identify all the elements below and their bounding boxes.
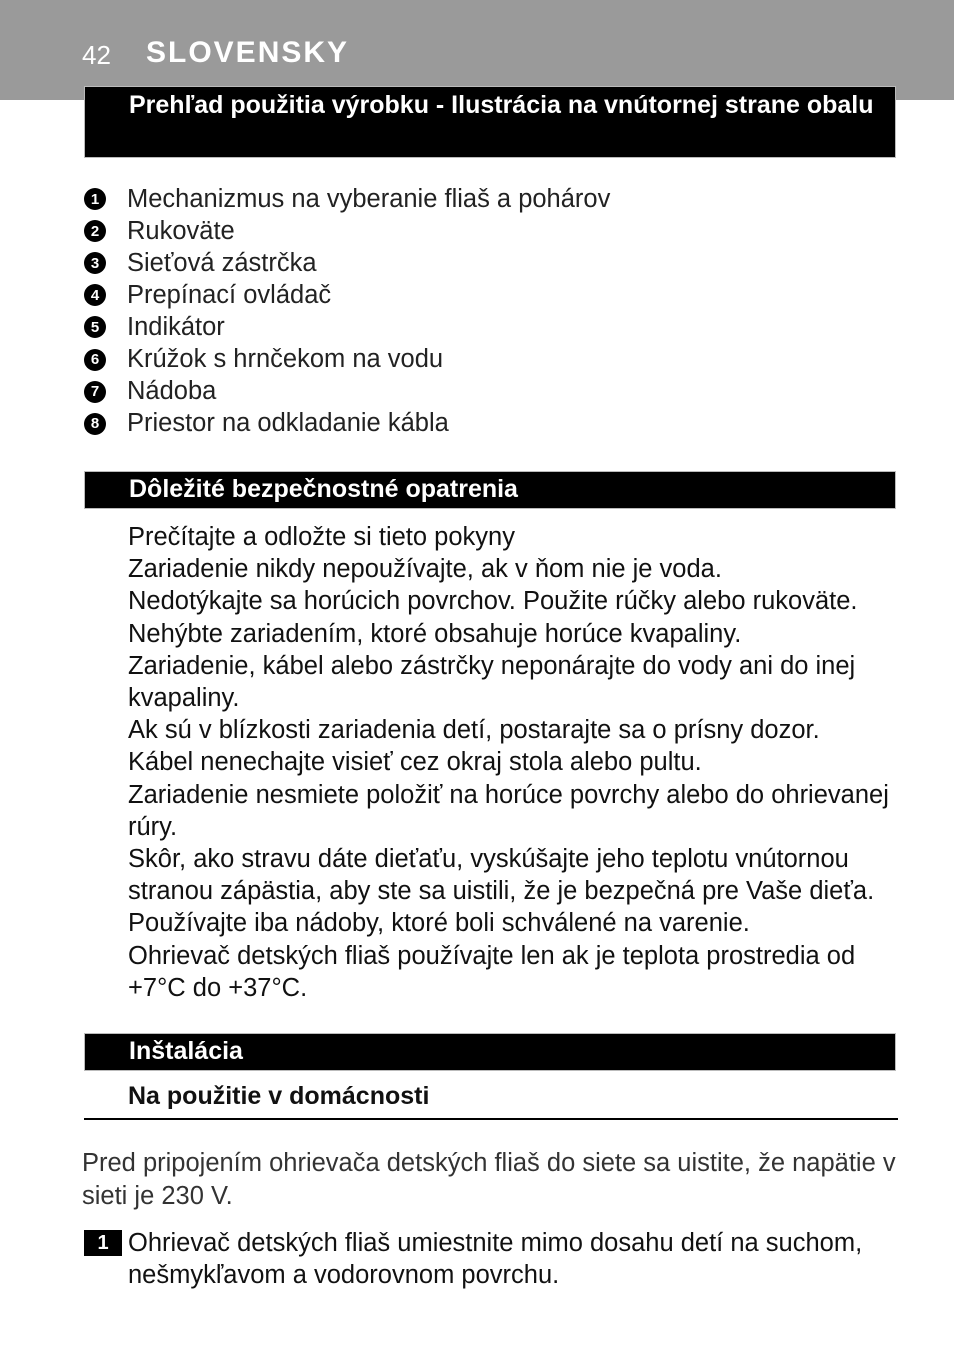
safety-item: Ohrievač detských fliaš používajte len ak je teplota prostredia od +7°C do +37°C. [128,941,856,1002]
safety-item: Používajte iba nádoby, ktoré boli schválené na varenie. [128,909,750,938]
step-number-badge: 1 [84,1230,122,1256]
list-item [84,215,884,247]
part-label: Sieťová zástrčka [127,248,317,277]
safety-item: Nehýbte zariadením, ktoré obsahuje horúce kvapaliny. [128,619,742,648]
number-badge: 2 [84,220,106,242]
safety-item: Zariadenie nesmiete položiť na horúce povrchy alebo do ohrievanej rúry. [128,780,889,841]
safety-item: Zariadenie, kábel alebo zástrčky neponárajte do vody ani do inej kvapaliny. [128,651,856,713]
safety-item: Zariadenie nikdy nepoužívajte, ak v ňom nie je voda. [128,555,722,584]
part-label: Mechanizmus na vyberanie fliaš a pohárov [127,184,611,213]
section-heading-safety: Dôležité bezpečnostné opatrenia [84,471,896,509]
header-band [0,0,954,100]
list-item [84,311,884,343]
list-item [84,279,884,311]
number-badge: 8 [84,413,106,435]
divider [84,1118,898,1120]
part-label: Krúžok s hrnčekom na vodu [127,345,444,374]
list-item [84,343,884,375]
part-label: Prepínací ovládač [127,280,332,309]
safety-item: Nedotýkajte sa horúcich povrchov. Použite rúčky alebo rukoväte. [128,587,858,616]
number-badge: 7 [84,381,106,403]
parts-list [84,183,884,440]
list-item [84,183,884,215]
list-item [84,408,884,440]
safety-item: Skôr, ako stravu dáte dieťaťu, vyskúšajte jeho teplotu vnútornou stranou zápästia, aby ste sa uistili, že je bezpečná pre Vaše dieťa. [128,845,875,906]
intro-paragraph: Pred pripojením ohrievača detských fliaš do siete sa uistite, že napätie v sieti je 230 V. [82,1149,896,1210]
section-heading-install: Inštalácia [84,1033,896,1071]
number-badge: 1 [84,188,106,210]
section-heading-overview: Prehľad použitia výrobku - Ilustrácia na vnútornej strane obalu [84,86,896,158]
number-badge: 3 [84,252,106,274]
number-badge: 5 [84,316,106,338]
part-label: Rukoväte [127,216,235,245]
list-item [84,247,884,279]
safety-list [128,521,898,1004]
list-item [84,376,884,408]
language-title: SLOVENSKY [146,36,350,69]
subheading: Na použitie v domácnosti [128,1082,430,1110]
number-badge: 6 [84,349,106,371]
part-label: Nádoba [127,377,217,406]
number-badge: 4 [84,284,106,306]
page-number: 42 [82,40,111,70]
safety-item: Prečítajte a odložte si tieto pokyny [128,523,515,551]
step-text: Ohrievač detských fliaš umiestnite mimo dosahu detí na suchom, nešmykľavom a vodorovnom povrchu. [128,1229,863,1289]
safety-item: Kábel nenechajte visieť cez okraj stola alebo pultu. [128,748,702,777]
part-label: Indikátor [127,312,225,341]
part-label: Priestor na odkladanie kábla [127,409,449,438]
safety-item: Ak sú v blízkosti zariadenia detí, postarajte sa o prísny dozor. [128,716,820,745]
